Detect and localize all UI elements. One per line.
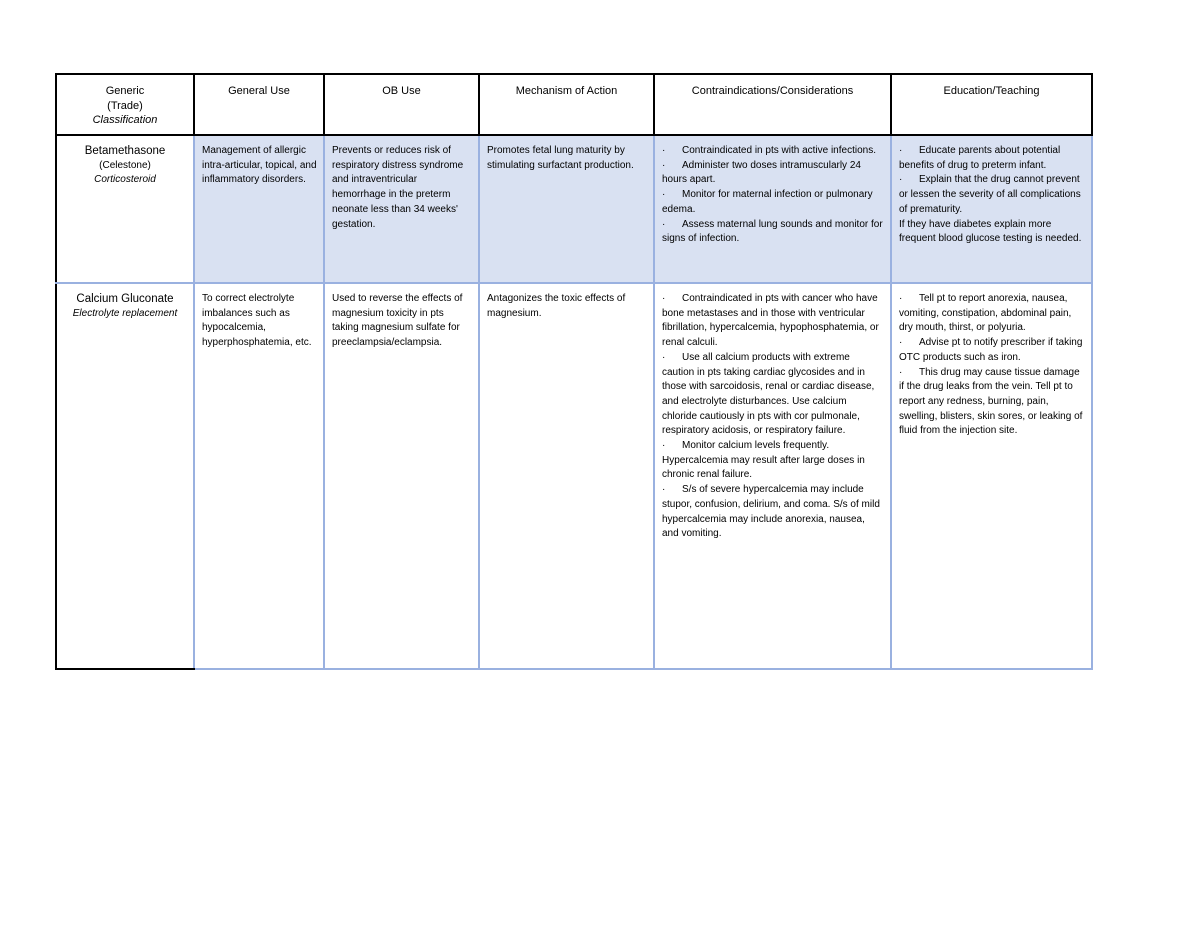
bullet-glyph: · — [899, 366, 903, 378]
header-education: Education/Teaching — [891, 74, 1092, 135]
bullet-glyph: · — [662, 484, 666, 496]
table-row-betamethasone — [56, 135, 1092, 283]
contraindication-item: · Monitor calcium levels frequently. Hypercalcemia may result after large doses in chronic renal failure. — [662, 440, 865, 481]
contraindication-item: · S/s of severe hypercalcemia may include stupor, confusion, delirium, and coma. S/s of mild hypercalcemia may include anorexia, nausea, and vomiting. — [662, 484, 880, 540]
education-item: · Explain that the drug cannot prevent or lessen the severity of all complications of prematurity. — [899, 174, 1081, 215]
general-use-cell: To correct electrolyte imbalances such as hypocalcemia, hyperphosphatemia, etc. — [194, 283, 324, 669]
table-row-calcium-gluconate — [56, 283, 1092, 669]
bullet-glyph: · — [662, 189, 666, 201]
generic-name: Calcium Gluconate — [76, 293, 174, 305]
ob-use-cell: Used to reverse the effects of magnesium toxicity in pts taking magnesium sulfate for preeclampsia/eclampsia. — [324, 283, 479, 669]
contraindication-item: · Assess maternal lung sounds and monitor for signs of infection. — [662, 218, 883, 245]
general-use-cell: Management of allergic intra-articular, topical, and inflammatory disorders. — [194, 135, 324, 283]
bullet-glyph: · — [662, 293, 666, 304]
bullet-glyph: · — [662, 159, 666, 171]
trade-name: (Celestone) — [99, 159, 151, 171]
education-item: · This drug may cause tissue damage if the drug leaks from the vein. Tell pt to report any redness, burning, pain, swelling, blisters, skin sores, or leaking of fluid from the injection site. — [899, 366, 1083, 437]
bullet-glyph: · — [899, 337, 903, 349]
education-item: · Tell pt to report anorexia, nausea, vomiting, constipation, abdominal pain, dry mouth, thirst, or polyuria. — [899, 293, 1072, 334]
mechanism-cell: Promotes fetal lung maturity by stimulating surfactant production. — [479, 135, 654, 283]
contraindication-item: · Contraindicated in pts with active infections. — [662, 144, 884, 159]
bullet-glyph: · — [662, 351, 666, 363]
bullet-glyph: · — [899, 145, 903, 156]
education-item: · Educate parents about potential benefits of drug to preterm infant. — [899, 145, 1061, 171]
contraindication-item: · Contraindicated in pts with cancer who have bone metastases and in those with ventricular fibrillation, hypercalcemia, hypophosphatemia, or renal calculi. — [662, 293, 879, 349]
bullet-glyph: · — [662, 145, 666, 156]
drug-reference-table — [55, 73, 1093, 670]
header-ob-use: OB Use — [324, 74, 479, 135]
education-note: If they have diabetes explain more frequent blood glucose testing is needed. — [899, 218, 1082, 245]
header-row — [56, 74, 1092, 135]
ob-use-cell: Prevents or reduces risk of respiratory distress syndrome and intraventricular hemorrhage in the preterm neonate less than 34 weeks' gestation. — [324, 135, 479, 283]
contraindication-item: · Monitor for maternal infection or pulmonary edema. — [662, 189, 873, 215]
header-classification-label: Classification — [92, 114, 158, 126]
bullet-glyph: · — [899, 293, 903, 304]
bullet-glyph: · — [662, 218, 666, 230]
contraindications-cell — [654, 283, 891, 669]
education-item: · Advise pt to notify prescriber if taking OTC products such as iron. — [899, 337, 1083, 363]
header-mechanism: Mechanism of Action — [479, 74, 654, 135]
contraindications-cell — [654, 135, 891, 283]
bullet-glyph: · — [662, 440, 666, 452]
drug-name-cell — [56, 283, 194, 669]
bullet-glyph: · — [899, 174, 903, 186]
header-general-use: General Use — [194, 74, 324, 135]
header-trade-label: (Trade) — [107, 99, 143, 112]
mechanism-cell: Antagonizes the toxic effects of magnesium. — [479, 283, 654, 669]
header-contraindications: Contraindications/Considerations — [654, 74, 891, 135]
education-cell — [891, 283, 1092, 669]
header-generic — [56, 74, 194, 135]
drug-classification: Electrolyte replacement — [72, 307, 178, 319]
contraindication-item: · Use all calcium products with extreme caution in pts taking cardiac glycosides and in those with sarcoidosis, renal or cardiac disease, and electrolyte disturbances. Use calcium chloride cautiously in pts with cor pulmonale, respiratory acidosis, or respiratory failure. — [662, 351, 875, 437]
drug-name-cell — [56, 135, 194, 283]
education-cell — [891, 135, 1092, 283]
generic-name: Betamethasone — [84, 145, 166, 157]
contraindication-item: · Administer two doses intramuscularly 24 hours apart. — [662, 159, 861, 186]
drug-classification: Corticosteroid — [94, 174, 156, 186]
header-generic-label: Generic — [105, 85, 145, 97]
